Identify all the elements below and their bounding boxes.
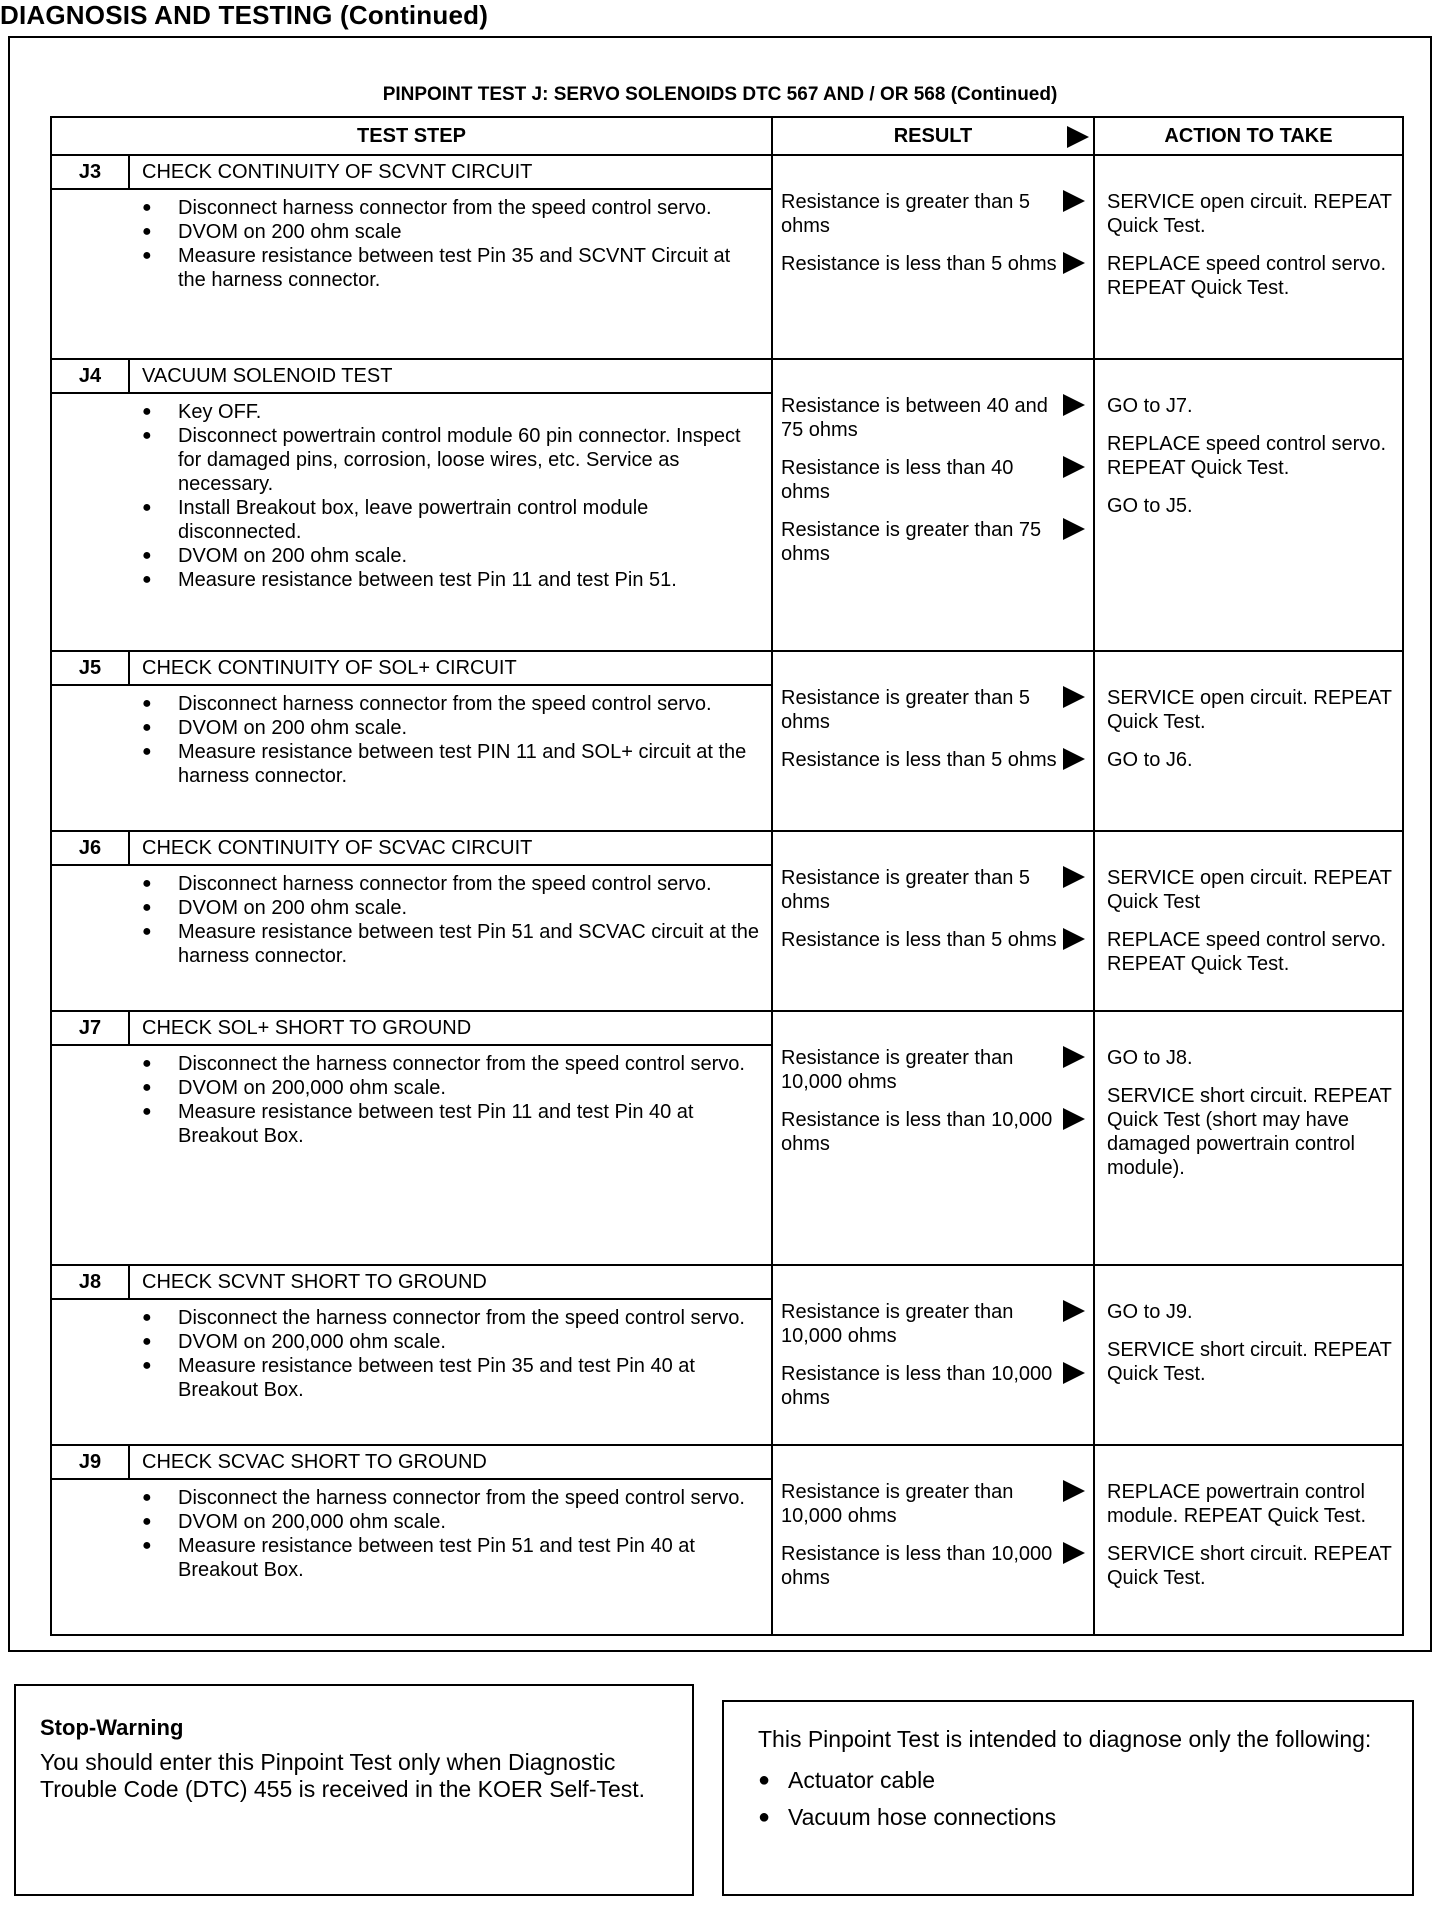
action-cell [1094,831,1403,1011]
header-test-step: TEST STEP [51,117,772,155]
instruction-item: ● Key OFF. [140,400,763,424]
result-item [781,866,1089,914]
action-cell [1094,1011,1403,1265]
result-text: Resistance is greater than 10,000 ohms [781,1481,1014,1527]
action-item: GO to J9. [1107,1301,1193,1323]
result-item [781,1300,1089,1348]
arrow-icon [1063,394,1085,416]
steps-body [51,155,1403,1635]
result-text: Resistance is greater than 75 ohms [781,519,1042,565]
instruction-item: ● Measure resistance between test Pin 51 and SCVAC circuit at the harness connector. [140,920,763,968]
action-item: SERVICE open circuit. REPEAT Quick Test. [1107,191,1392,237]
instruction-item: ● Measure resistance between test Pin 51 and test Pin 40 at Breakout Box. [140,1534,763,1582]
result-text: Resistance is less than 5 ohms [781,749,1057,771]
result-text: Resistance is greater than 10,000 ohms [781,1301,1014,1347]
instruction-item: ● DVOM on 200 ohm scale [140,220,763,244]
result-text: Resistance is less than 10,000 ohms [781,1109,1053,1155]
result-cell [772,651,1094,831]
step-id: J7 [52,1012,130,1044]
test-step-cell [51,1265,772,1445]
action-item: GO to J7. [1107,395,1193,417]
result-item [781,456,1089,504]
scope-intro: This Pinpoint Test is intended to diagnose only the following: [758,1726,1372,1752]
step-title: CHECK SOL+ SHORT TO GROUND [142,1017,472,1039]
result-item [781,686,1089,734]
scope-item: ● Vacuum hose connections [758,1804,1392,1831]
result-item [781,1362,1089,1410]
scope-item: ● Actuator cable [758,1767,1392,1794]
result-item [781,1108,1089,1156]
action-item: GO to J8. [1107,1047,1193,1069]
instruction-item: ● Disconnect the harness connector from the speed control servo. [140,1486,763,1510]
instruction-item: ● Measure resistance between test Pin 11 and test Pin 40 at Breakout Box. [140,1100,763,1148]
pinpoint-test-table [50,116,1404,1636]
page-title: DIAGNOSIS AND TESTING (Continued) [0,0,489,30]
arrow-icon [1063,928,1085,950]
step-id: J8 [52,1266,130,1298]
header-result-label: RESULT [893,125,973,147]
arrow-icon [1063,1362,1085,1384]
action-item: REPLACE powertrain control module. REPEAT Quick Test. [1107,1481,1366,1527]
result-text: Resistance is less than 10,000 ohms [781,1363,1053,1409]
step-instructions [140,400,763,592]
result-item [781,1480,1089,1528]
step-row [51,1445,1403,1635]
step-title: CHECK SCVNT SHORT TO GROUND [142,1271,487,1293]
instruction-item: ● Measure resistance between test PIN 11 and SOL+ circuit at the harness connector. [140,740,763,788]
step-id: J5 [52,652,130,684]
arrow-icon [1067,126,1089,148]
step-row [51,359,1403,651]
result-item [781,1046,1089,1094]
test-scope-box [722,1700,1414,1896]
arrow-icon [1063,1046,1085,1068]
test-step-cell [51,359,772,651]
step-row [51,1011,1403,1265]
instruction-item: ● DVOM on 200,000 ohm scale. [140,1510,763,1534]
arrow-icon [1063,686,1085,708]
instruction-item: ● Disconnect harness connector from the speed control servo. [140,872,763,896]
result-item [781,748,1089,772]
stop-warning-box [14,1684,694,1896]
test-step-cell [51,831,772,1011]
result-text: Resistance is less than 5 ohms [781,929,1057,951]
instruction-item: ● Measure resistance between test Pin 35 and test Pin 40 at Breakout Box. [140,1354,763,1402]
arrow-icon [1063,252,1085,274]
result-cell [772,359,1094,651]
test-step-cell [51,155,772,359]
action-item: GO to J5. [1107,495,1193,517]
instruction-item: ● Measure resistance between test Pin 11 and test Pin 51. [140,568,763,592]
arrow-icon [1063,748,1085,770]
action-cell [1094,155,1403,359]
warning-text: You should enter this Pinpoint Test only when Diagnostic Trouble Code (DTC) 455 is received in the KOER Self-Test. [40,1749,646,1802]
instruction-item: ● Measure resistance between test Pin 35 and SCVNT Circuit at the harness connector. [140,244,763,292]
result-cell [772,831,1094,1011]
result-cell [772,155,1094,359]
step-header [52,1012,771,1046]
step-instructions [140,1486,763,1582]
step-header [52,1446,771,1480]
step-row [51,1265,1403,1445]
pinpoint-test-frame [8,36,1432,1652]
instruction-item: ● Disconnect the harness connector from the speed control servo. [140,1306,763,1330]
action-cell [1094,1265,1403,1445]
step-header [52,360,771,394]
step-instructions [140,1052,763,1148]
instruction-item: ● Disconnect harness connector from the speed control servo. [140,196,763,220]
action-item: REPLACE speed control servo. REPEAT Quick Test. [1107,253,1387,299]
warning-title: Stop-Warning [40,1715,184,1740]
result-item [781,1542,1089,1590]
result-item [781,928,1089,952]
action-item: SERVICE short circuit. REPEAT Quick Test (short may have damaged powertrain control module). [1107,1085,1392,1179]
action-item: GO to J6. [1107,749,1193,771]
action-cell [1094,651,1403,831]
step-header [52,1266,771,1300]
arrow-icon [1063,456,1085,478]
action-item: SERVICE short circuit. REPEAT Quick Test. [1107,1543,1392,1589]
action-cell [1094,1445,1403,1635]
arrow-icon [1063,866,1085,888]
step-instructions [140,692,763,788]
header-action: ACTION TO TAKE [1094,117,1403,155]
test-step-cell [51,651,772,831]
action-cell [1094,359,1403,651]
step-title: VACUUM SOLENOID TEST [142,365,393,387]
result-item [781,518,1089,566]
step-row [51,651,1403,831]
instruction-item: ● DVOM on 200 ohm scale. [140,896,763,920]
table-header-row [51,117,1403,155]
result-text: Resistance is less than 5 ohms [781,253,1057,275]
step-row [51,155,1403,359]
step-header [52,156,771,190]
result-text: Resistance is greater than 5 ohms [781,687,1031,733]
instruction-item: ● DVOM on 200 ohm scale. [140,716,763,740]
arrow-icon [1063,1300,1085,1322]
result-text: Resistance is greater than 5 ohms [781,191,1031,237]
step-title: CHECK CONTINUITY OF SCVAC CIRCUIT [142,837,533,859]
instruction-item: ● DVOM on 200 ohm scale. [140,544,763,568]
result-cell [772,1445,1094,1635]
action-item: REPLACE speed control servo. REPEAT Quick Test. [1107,433,1387,479]
action-item: SERVICE short circuit. REPEAT Quick Test. [1107,1339,1392,1385]
instruction-item: ● Install Breakout box, leave powertrain control module disconnected. [140,496,763,544]
step-id: J9 [52,1446,130,1478]
test-step-cell [51,1445,772,1635]
step-instructions [140,1306,763,1402]
step-instructions [140,872,763,968]
step-id: J4 [52,360,130,392]
result-cell [772,1011,1094,1265]
result-cell [772,1265,1094,1445]
scope-list [758,1767,1392,1831]
result-item [781,190,1089,238]
instruction-item: ● DVOM on 200,000 ohm scale. [140,1330,763,1354]
result-text: Resistance is less than 10,000 ohms [781,1543,1053,1589]
result-item [781,252,1089,276]
result-text: Resistance is greater than 10,000 ohms [781,1047,1014,1093]
step-instructions [140,196,763,292]
instruction-item: ● DVOM on 200,000 ohm scale. [140,1076,763,1100]
step-title: CHECK SCVAC SHORT TO GROUND [142,1451,487,1473]
action-item: SERVICE open circuit. REPEAT Quick Test. [1107,687,1392,733]
arrow-icon [1063,190,1085,212]
step-row [51,831,1403,1011]
result-text: Resistance is less than 40 ohms [781,457,1014,503]
arrow-icon [1063,1542,1085,1564]
arrow-icon [1063,1108,1085,1130]
step-title: CHECK CONTINUITY OF SCVNT CIRCUIT [142,161,533,183]
arrow-icon [1063,1480,1085,1502]
instruction-item: ● Disconnect harness connector from the speed control servo. [140,692,763,716]
result-text: Resistance is between 40 and 75 ohms [781,395,1048,441]
action-item: REPLACE speed control servo. REPEAT Quick Test. [1107,929,1387,975]
arrow-icon [1063,518,1085,540]
step-id: J6 [52,832,130,864]
instruction-item: ● Disconnect the harness connector from the speed control servo. [140,1052,763,1076]
step-header [52,652,771,686]
step-header [52,832,771,866]
test-title: PINPOINT TEST J: SERVO SOLENOIDS DTC 567 AND / OR 568 (Continued) [382,84,1058,105]
step-title: CHECK CONTINUITY OF SOL+ CIRCUIT [142,657,517,679]
header-result [772,117,1094,155]
result-item [781,394,1089,442]
instruction-item: ● Disconnect powertrain control module 60 pin connector. Inspect for damaged pins, corrosion, loose wires, etc. Service as necessary. [140,424,763,496]
result-text: Resistance is greater than 5 ohms [781,867,1031,913]
action-item: SERVICE open circuit. REPEAT Quick Test [1107,867,1392,913]
test-step-cell [51,1011,772,1265]
step-id: J3 [52,156,130,188]
